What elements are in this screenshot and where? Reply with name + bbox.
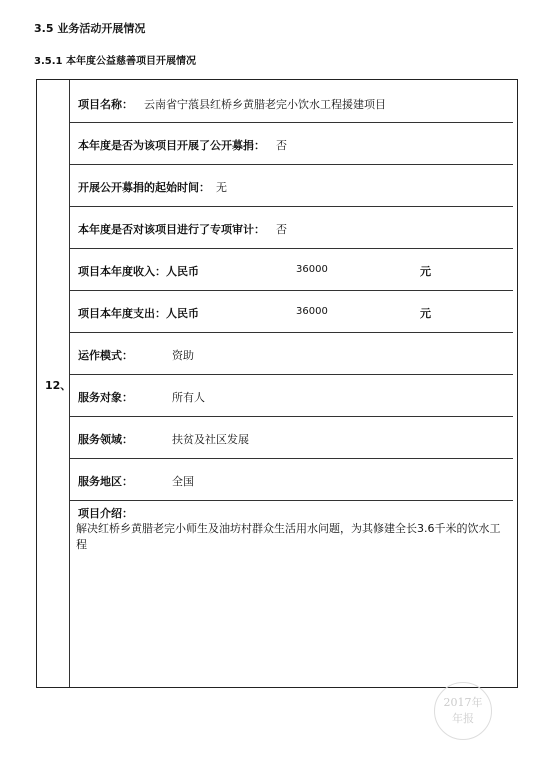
stamp-label: 年报 (452, 712, 474, 725)
project-intro-cell (70, 501, 513, 687)
income-amount: 36000 (296, 264, 328, 275)
expense-amount: 36000 (296, 306, 328, 317)
expense-label: 项目本年度支出：人民币 (78, 307, 199, 320)
row-start-time (70, 165, 513, 207)
row-service-area (70, 459, 513, 501)
project-intro-label: 项目介绍： (78, 507, 133, 520)
income-unit: 元 (420, 265, 431, 278)
row-public-fundraising (70, 123, 513, 165)
public-fundraising-label: 本年度是否为该项目开展了公开募捐： (78, 139, 265, 152)
special-audit-value: 否 (276, 223, 287, 236)
income-label: 项目本年度收入：人民币 (78, 265, 199, 278)
row-special-audit (70, 207, 513, 249)
project-intro-text: 解决红桥乡黄腊老完小师生及油坊村群众生活用水问题，为其修建全长3.6千米的饮水工程 (76, 522, 501, 551)
row-income (70, 249, 513, 291)
row-number: 12、 (45, 379, 72, 392)
stamp-year: 2017年 (443, 696, 483, 709)
annual-report-stamp (434, 682, 492, 740)
operation-mode-value: 资助 (172, 349, 194, 362)
start-time-value: 无 (216, 181, 227, 194)
project-table (36, 79, 518, 688)
public-fundraising-value: 否 (276, 139, 287, 152)
project-name-label: 项目名称： (78, 98, 133, 111)
start-time-label: 开展公开募捐的起始时间： (78, 181, 210, 194)
service-area-value: 全国 (172, 475, 194, 488)
service-target-value: 所有人 (172, 391, 205, 404)
service-area-label: 服务地区： (78, 475, 133, 488)
row-service-target (70, 375, 513, 417)
subsection-heading: 3.5.1 本年度公益慈善项目开展情况 (34, 56, 196, 67)
section-heading: 3.5 业务活动开展情况 (34, 22, 146, 35)
project-name-value: 云南省宁蒗县红桥乡黄腊老完小饮水工程援建项目 (144, 98, 386, 111)
service-field-label: 服务领域： (78, 433, 133, 446)
row-service-field (70, 417, 513, 459)
service-target-label: 服务对象： (78, 391, 133, 404)
row-operation-mode (70, 333, 513, 375)
row-project-name (70, 82, 513, 123)
expense-unit: 元 (420, 307, 431, 320)
special-audit-label: 本年度是否对该项目进行了专项审计： (78, 223, 265, 236)
service-field-value: 扶贫及社区发展 (172, 433, 249, 446)
row-expense (70, 291, 513, 333)
operation-mode-label: 运作模式： (78, 349, 133, 362)
